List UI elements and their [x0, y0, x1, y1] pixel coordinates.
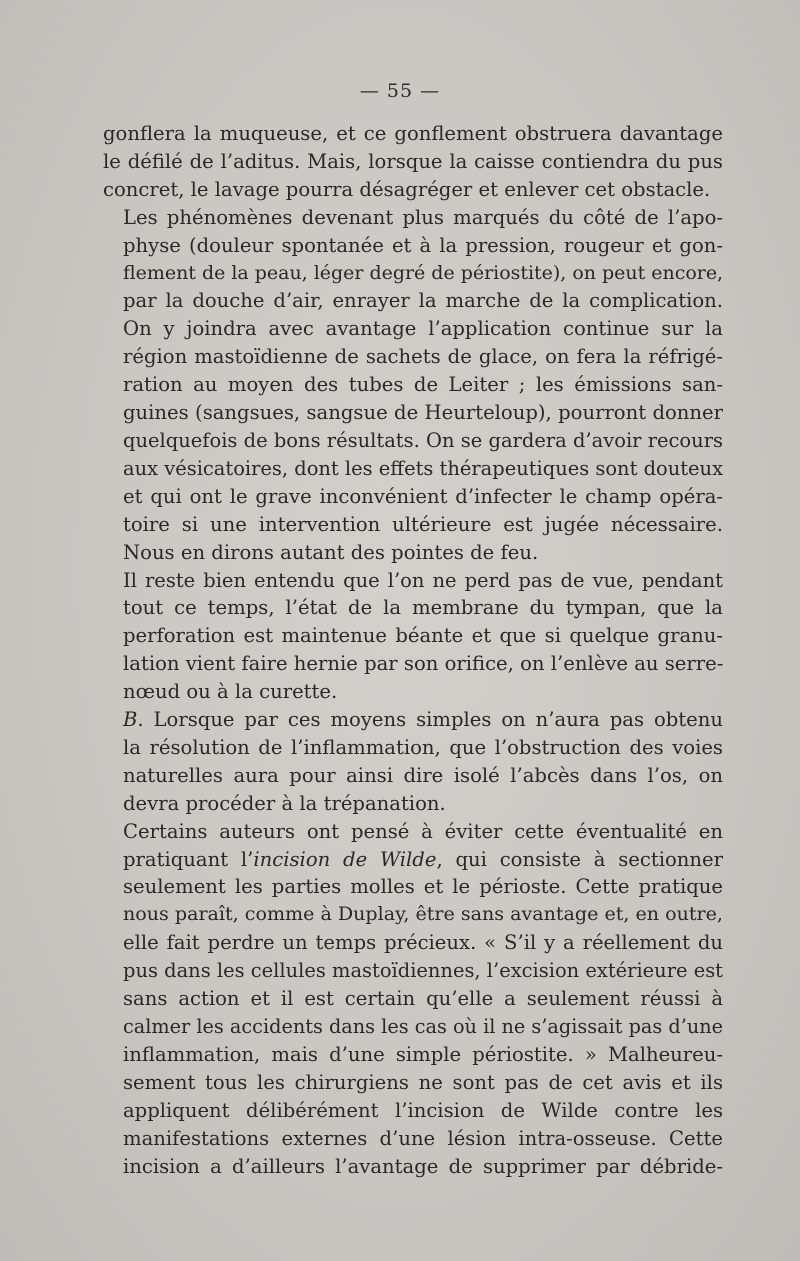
text-line: incision a d’ailleurs l’avantage de supprimer par débride- [123, 1154, 723, 1178]
text-line: inflammation, mais d’une simple périostite. » Malheureu- [123, 1042, 723, 1066]
text-line: Il reste bien entendu que l’on ne perd pas de vue, pendant [123, 568, 723, 592]
text-line: appliquent délibérément l’incision de Wilde contre les [123, 1098, 723, 1122]
paragraph-3 [103, 567, 723, 707]
text-line: seulement les parties molles et le périoste. Cette pratique [123, 875, 723, 899]
text-line: B. Lorsque par ces moyens simples on n’aura pas obtenu [123, 708, 723, 732]
text-line: toire si une intervention ultérieure est jugée nécessaire. [123, 512, 723, 536]
paragraph-4 [103, 706, 723, 818]
text-line: tout ce temps, l’état de la membrane du tympan, que la [123, 596, 723, 620]
text-line: Nous en dirons autant des pointes de feu. [123, 540, 539, 564]
text-line: aux vésicatoires, dont les effets thérapeutiques sont douteux [123, 456, 724, 480]
text-line: devra procéder à la trépanation. [123, 791, 446, 815]
text-line: flement de la peau, léger degré de périostite), on peut encore, [123, 261, 724, 284]
paragraph-2 [103, 204, 723, 567]
text-line: pratiquant l’incision de Wilde, qui consiste à sectionner [123, 847, 723, 871]
text-line: quelquefois de bons résultats. On se gardera d’avoir recours [123, 428, 723, 452]
text-line: concret, le lavage pourra désagréger et enlever cet obstacle. [103, 177, 711, 201]
text-line: sans action et il est certain qu’elle a seulement réussi à [123, 987, 723, 1011]
text-line: guines (sangsues, sangsue de Heurteloup), pourront donner [123, 401, 723, 425]
text-line: ration au moyen des tubes de Leiter ; les émissions san- [123, 373, 723, 397]
paragraph-1 [103, 120, 723, 204]
text-line: elle fait perdre un temps précieux. « S’il y a réellement du [123, 931, 723, 955]
text-line: et qui ont le grave inconvénient d’infecter le champ opéra- [123, 484, 723, 508]
text-line: manifestations externes d’une lésion intra-osseuse. Cette [123, 1126, 723, 1150]
italic-text: B. [123, 708, 144, 732]
text-line: physe (douleur spontanée et à la pression, rougeur et gon- [123, 233, 723, 257]
text-line: On y joindra avec avantage l’application continue sur la [123, 317, 723, 341]
text-line: lation vient faire hernie par son orifice, on l’enlève au serre- [123, 652, 724, 676]
text-line: sement tous les chirurgiens ne sont pas de cet avis et ils [123, 1070, 723, 1094]
text-line: par la douche d’air, enrayer la marche de la complication. [123, 289, 723, 313]
page-number: — 55 — [359, 80, 441, 102]
text-line: nœud ou à la curette. [123, 680, 338, 704]
body-text [103, 120, 723, 1180]
text-line: calmer les accidents dans les cas où il ne s’agissait pas d’une [123, 1015, 724, 1038]
text-line: perforation est maintenue béante et que si quelque granu- [123, 624, 723, 648]
text-line: Certains auteurs ont pensé à éviter cette éventualité en [123, 819, 723, 843]
text-line: gonflera la muqueuse, et ce gonflement obstruera davantage [103, 122, 723, 145]
text-line: le défilé de l’aditus. Mais, lorsque la caisse contiendra du pus [103, 149, 723, 173]
text-line: région mastoïdienne de sachets de glace, on fera la réfrigé- [123, 345, 723, 369]
paragraph-5 [103, 818, 723, 1181]
italic-text: incision de Wilde [253, 847, 437, 871]
text-line: pus dans les cellules mastoïdiennes, l’excision extérieure est [123, 959, 723, 983]
text-line: la résolution de l’inflammation, que l’obstruction des voies [123, 735, 723, 759]
text-line: naturelles aura pour ainsi dire isolé l’abcès dans l’os, on [123, 763, 723, 787]
text-line: Les phénomènes devenant plus marqués du côté de l’apo- [123, 205, 723, 229]
text-line: nous paraît, comme à Duplay, être sans avantage et, en outre, [123, 903, 723, 926]
